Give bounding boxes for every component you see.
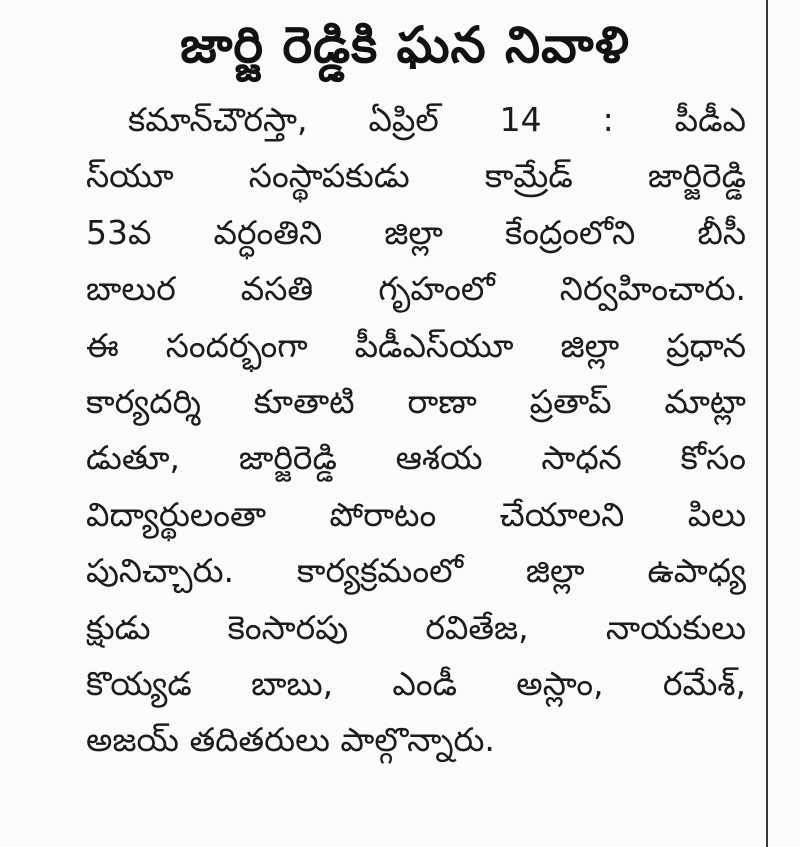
article-line: విద్యార్థులంతా పోరాటం చేయాలని పిలు <box>86 494 746 534</box>
article-line: స్‌యూ సంస్థాపకుడు కామ్రేడ్‌ జార్జిరెడ్డి <box>86 156 746 196</box>
article-line: కొయ్యడ బాబు, ఎండీ అస్లాం, రమేశ్‌, <box>86 663 746 703</box>
article-line: ఈ సందర్భంగా పీడీఎస్‌యూ జిల్లా ప్రధాన <box>86 325 746 365</box>
column-divider <box>766 0 768 847</box>
article-line: 53వ వర్ధంతిని జిల్లా కేంద్రంలోని బీసీ <box>86 212 746 252</box>
article-line: పునిచ్చారు. కార్యక్రమంలో జిల్లా ఉపాధ్య <box>86 551 746 591</box>
article-line: బాలుర వసతి గృహంలో నిర్వహించారు. <box>86 269 746 309</box>
article-line: అజయ్‌ తదితరులు పాల్గొన్నారు. <box>86 720 495 760</box>
article-body <box>86 92 746 769</box>
headline: జార్జి రెడ్డికి ఘన నివాళి <box>180 16 630 74</box>
article-line: క్షుడు కెంసారపు రవితేజ, నాయకులు <box>86 607 746 647</box>
article-line: డుతూ, జార్జిరెడ్డి ఆశయ సాధన కోసం <box>86 438 746 478</box>
article-line: కమాన్‌చౌరస్తా, ఏప్రిల్‌ 14 : పీడీఎ <box>128 100 746 139</box>
article-line: కార్యదర్శి కూతాటి రాణా ప్రతాప్‌ మాట్లా <box>86 381 746 421</box>
